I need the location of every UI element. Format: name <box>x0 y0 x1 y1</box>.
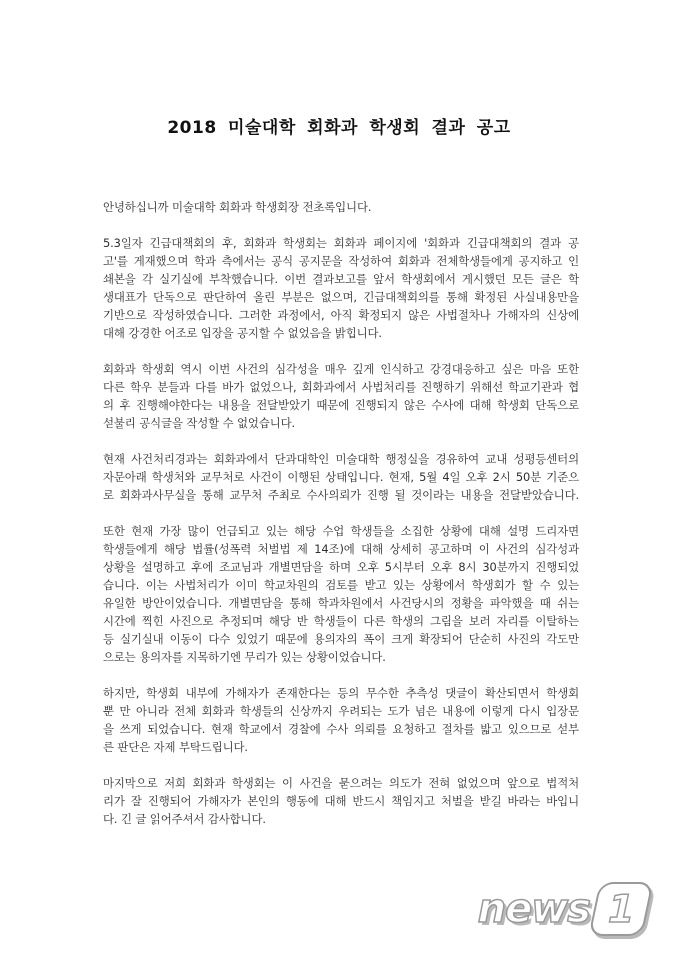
paragraph-6 <box>103 774 579 828</box>
text-line: 리가 잘 진행되어 가해자가 본인의 행동에 대해 반드시 책임지고 처벌을 받길 바라는 바입니 <box>103 794 579 808</box>
text-line: 생대표가 단독으로 판단하여 올린 부분은 없으며, 긴급대책회의를 통해 확정된 사실내용만을 <box>103 290 579 304</box>
text-line: 의 후 진행해야한다는 내용을 전달받았기 때문에 진행되지 않은 수사에 대해 학생회 단독으로 <box>103 398 579 412</box>
text-line: 등 실기실내 이동이 다수 있었기 때문에 용의자의 폭이 크게 확장되어 단순히 사진의 각도만 <box>103 632 579 646</box>
text-line: 자문아래 학생처와 교무처로 사건이 이행된 상태입니다. 현재, 5월 4일 오후 2시 50분 기준으 <box>103 470 579 484</box>
paragraph-3 <box>103 450 579 504</box>
watermark-badge-number: 1 <box>603 887 639 931</box>
text-line: 을 쓰게 되었습니다. 현재 학교에서 경찰에 수사 의뢰를 요청하고 절차를 밟고 있으므로 섣부 <box>103 722 579 736</box>
text-line: 대해 강경한 어조로 입장을 공지할 수 없었음을 밝힙니다. <box>103 326 382 340</box>
text-line: 상황을 설명하고 후에 조교님과 개별면담을 하며 오후 5시부터 오후 8시 30분까지 진행되었 <box>103 560 579 574</box>
watermark-text: news <box>477 886 590 932</box>
paragraph-5 <box>103 684 579 756</box>
text-line: 5.3일자 긴급대책회의 후, 회화과 학생회는 회화과 페이지에 '회화과 긴급대책회의 결과 공 <box>103 236 579 250</box>
text-line: 현재 사건처리경과는 회화과에서 단과대학인 미술대학 행정실을 경유하여 교내 성평등센터의 <box>103 452 579 466</box>
text-line: 뿐 만 아니라 전체 회화과 학생들의 신상까지 우려되는 도가 넘은 내용에 이렇게 다시 입장문 <box>103 704 579 718</box>
paragraph-2 <box>103 360 579 432</box>
text-line: 회화과 학생회 역시 이번 사건의 심각성을 매우 깊게 인식하고 강경대응하고 싶은 마음 또한 <box>103 362 579 376</box>
news1-logo-icon <box>478 882 648 936</box>
text-line: 다. 긴 글 읽어주셔서 감사합니다. <box>103 812 266 826</box>
text-line: 하지만, 학생회 내부에 가해자가 존재한다는 등의 무수한 추측성 댓글이 확산되면서 학생회 <box>103 686 579 700</box>
watermark-badge <box>588 882 653 936</box>
text-line: 시간에 찍힌 사진으로 추정되며 해당 반 학생들이 다른 학생의 그림을 보러 자리를 이탈하는 <box>103 614 579 628</box>
text-line: 안녕하십니까 미술대학 회화과 학생회장 전초록입니다. <box>103 200 372 214</box>
document-body <box>103 198 579 846</box>
text-line: 마지막으로 저희 회화과 학생회는 이 사건을 묻으려는 의도가 전혀 없었으며 앞으로 법적처 <box>103 776 579 790</box>
text-line: 고'를 게재했으며 학과 측에서는 공식 공지문을 작성하여 회화과 전체학생들에게 공지하고 인 <box>103 254 579 268</box>
text-line: 쇄본을 각 실기실에 부착했습니다. 이번 결과보고를 앞서 학생회에서 게시했던 모든 글은 학 <box>103 272 579 286</box>
text-line: 습니다. 이는 사법처리가 이미 학교차원의 검토를 받고 있는 상황에서 학생회가 할 수 있는 <box>103 578 579 592</box>
text-line: 기반으로 작성하였습니다. 그러한 과정에서, 아직 확정되지 않은 사법절차나 가해자의 신상에 <box>103 308 579 322</box>
text-line: 섣불리 공식글을 작성할 수 없었습니다. <box>103 416 296 430</box>
text-line: 학생들에게 해당 법률(성폭력 처벌법 제 14조)에 대해 상세히 공고하며 이 사건의 심각성과 <box>103 542 579 556</box>
paragraph-greeting <box>103 198 579 216</box>
text-line: 또한 현재 가장 많이 언급되고 있는 해당 수업 학생들을 소집한 상황에 대해 설명 드리자면 <box>103 524 579 538</box>
text-line: 른 판단은 자제 부탁드립니다. <box>103 740 248 754</box>
paragraph-1 <box>103 234 579 342</box>
text-line: 으로는 용의자를 지목하기엔 무리가 있는 상황이었습니다. <box>103 650 386 664</box>
text-line: 로 회화과사무실을 통해 교무처 주최로 수사의뢰가 진행 될 것이라는 내용을 전달받았습니다. <box>103 488 579 502</box>
text-line: 유일한 방안이었습니다. 개별면담을 통해 학과차원에서 사건당시의 정황을 파악했을 때 쉬는 <box>103 596 579 610</box>
text-line: 다른 학우 분들과 다를 바가 없었으나, 회화과에서 사법처리를 진행하기 위해선 학교기관과 협 <box>103 380 579 394</box>
paragraph-4 <box>103 522 579 666</box>
document-title: 2018 미술대학 회화과 학생회 결과 공고 <box>167 118 511 138</box>
